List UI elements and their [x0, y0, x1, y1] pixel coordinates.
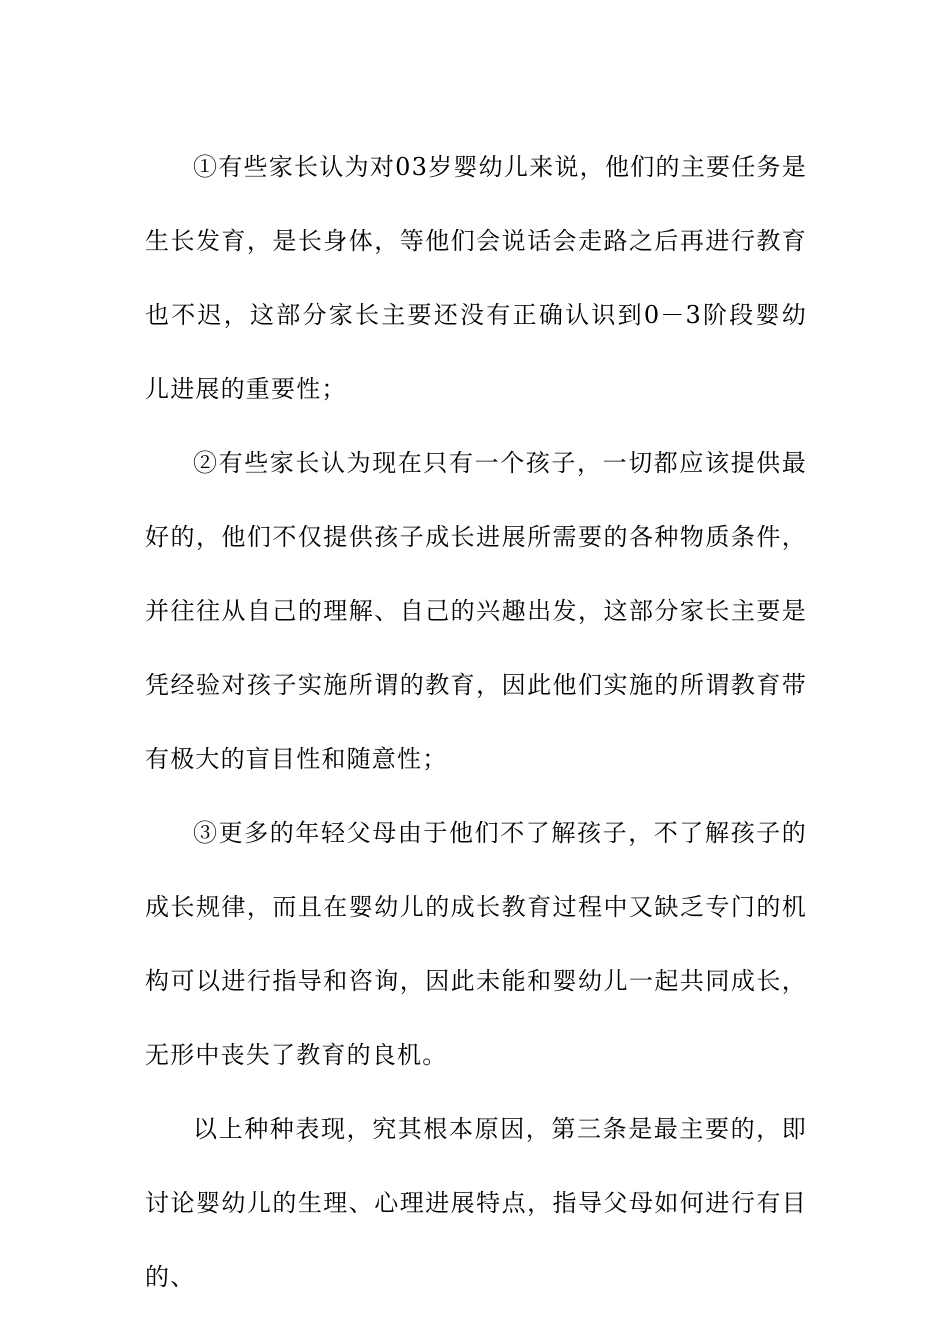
paragraph-3: ③更多的年轻父母由于他们不了解孩子，不了解孩子的成长规律，而且在婴幼儿的成长教育过程中又缺乏专门的机构可以进行指导和咨询，因此未能和婴幼儿一起共同成长，无形中丧失了教育的良机。 — [145, 819, 807, 1069]
paragraph-2: ②有些家长认为现在只有一个孩子，一切都应该提供最好的，他们不仅提供孩子成长进展所需要的各种物质条件，并往往从自己的理解、自己的兴趣出发，这部分家长主要是凭经验对孩子实施所谓的教育，因此他们实施的所谓教育带有极大的盲目性和随意性； — [145, 449, 807, 773]
paragraph-1: ①有些家长认为对03岁婴幼儿来说，他们的主要任务是生长发育，是长身体，等他们会说话会走路之后再进行教育也不迟，这部分家长主要还没有正确认识到0－3阶段婴幼儿进展的重要性； — [145, 153, 807, 403]
paragraph-4: 以上种种表现，究其根本原因，第三条是最主要的，即讨论婴幼儿的生理、心理进展特点，指导父母如何进行有目的、 — [145, 1115, 807, 1291]
body-text — [145, 130, 807, 1314]
